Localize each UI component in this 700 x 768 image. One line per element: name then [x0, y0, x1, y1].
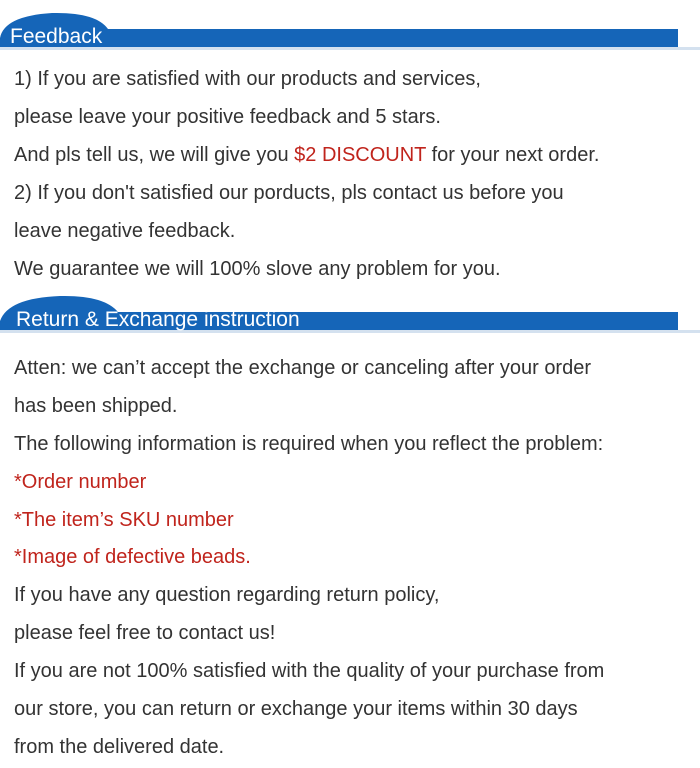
feedback-title: Feedback	[10, 25, 103, 48]
feedback-line-3-end: for your next order.	[426, 144, 600, 166]
feedback-line-3-start: And pls tell us, we will give you	[14, 144, 295, 166]
feedback-header	[0, 12, 700, 50]
return-line-4: If you have any question regarding return policy,	[14, 584, 440, 606]
required-sku-number: *The item’s SKU number	[14, 509, 234, 531]
feedback-line-2: please leave your positive feedback and 5 stars.	[14, 106, 441, 128]
return-line-6: If you are not 100% satisfied with the quality of your purchase from	[14, 660, 605, 682]
return-line-2: has been shipped.	[14, 395, 178, 417]
feedback-line-4: 2) If you don't satisfied our porducts, pls contact us before you	[14, 182, 564, 204]
feedback-header-bar	[0, 12, 700, 50]
feedback-line-6: We guarantee we will 100% slove any problem for you.	[14, 258, 501, 280]
return-line-3: The following information is required when you reflect the problem:	[14, 433, 604, 455]
return-line-8: from the delivered date.	[14, 736, 225, 758]
discount-highlight: $2 DISCOUNT	[294, 144, 427, 166]
return-line-5: please feel free to contact us!	[14, 622, 276, 644]
feedback-line-3	[14, 143, 599, 167]
required-defect-image: *Image of defective beads.	[14, 546, 251, 568]
return-line-1: Atten: we can’t accept the exchange or canceling after your order	[14, 357, 592, 379]
return-exchange-title: Return & Exchange instruction	[16, 308, 300, 331]
required-order-number: *Order number	[14, 471, 147, 493]
feedback-header-underline	[0, 47, 700, 50]
return-exchange-header	[0, 295, 700, 333]
feedback-line-5: leave negative feedback.	[14, 220, 236, 242]
feedback-line-1: 1) If you are satisfied with our products and services,	[14, 68, 481, 90]
return-line-7: our store, you can return or exchange your items within 30 days	[14, 698, 578, 720]
